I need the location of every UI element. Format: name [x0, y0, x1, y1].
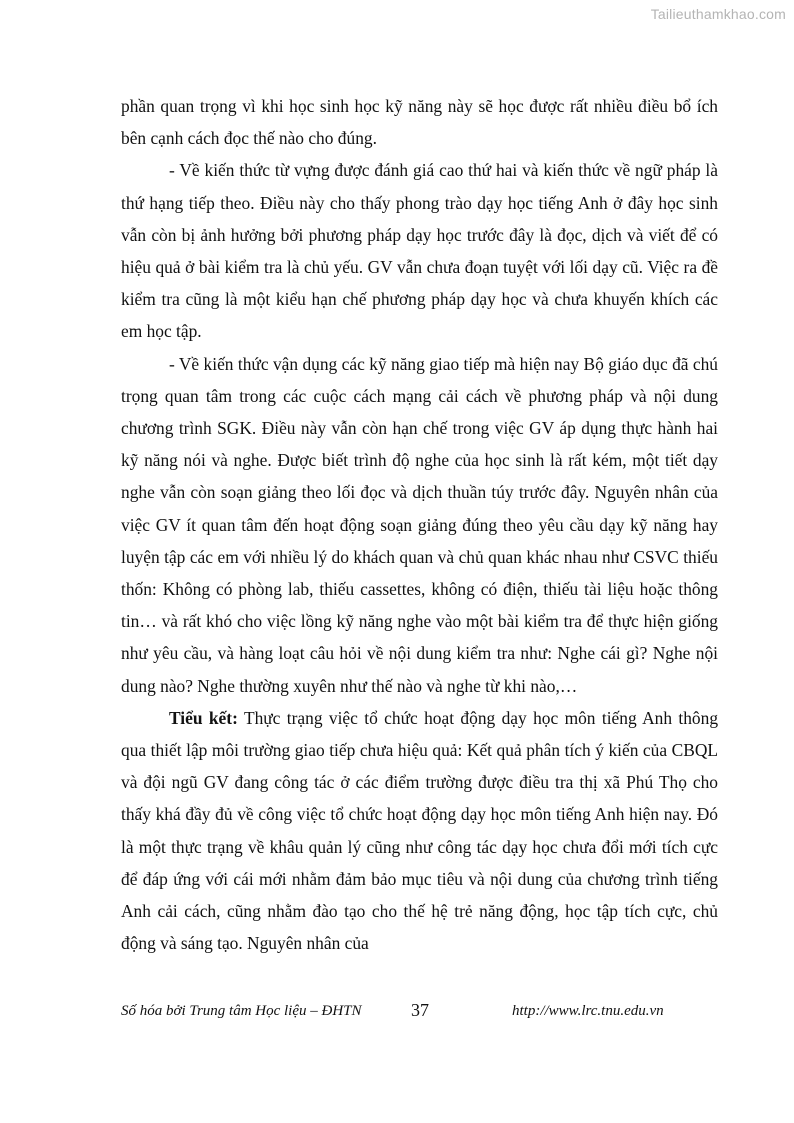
- watermark: Tailieuthamkhao.com: [650, 6, 786, 22]
- paragraph-continuation: phần quan trọng vì khi học sinh học kỹ năng này sẽ học được rất nhiều điều bổ ích bên cạnh cách đọc thế nào cho đúng.: [121, 96, 718, 149]
- page-footer: [0, 1000, 794, 1029]
- footer-digitized-by: Số hóa bởi Trung tâm Học liệu – ĐHTN: [121, 1003, 362, 1019]
- summary-label: Tiểu kết:: [169, 707, 238, 728]
- paragraph-vocabulary-grammar: - Về kiến thức từ vựng được đánh giá cao thứ hai và kiến thức về ngữ pháp là thứ hạng tiếp theo. Điều này cho thấy phong trào dạy học tiếng Anh ở đây học sinh vẫn còn bị ảnh hưởng bởi phương pháp dạy học trước đây là đọc, dịch và viết để có hiệu quả ở bài kiểm tra là chủ yếu. GV vẫn chưa đoạn tuyệt với lối dạy cũ. Việc ra đề kiểm tra cũng là một kiểu hạn chế phương pháp dạy học và chưa khuyến khích các em học tập.: [121, 160, 718, 342]
- summary-text: Thực trạng việc tổ chức hoạt động dạy học môn tiếng Anh thông qua thiết lập môi trường giao tiếp chưa hiệu quả: Kết quả phân tích ý kiến của CBQL và đội ngũ GV đang công tác ở các điểm trường được điều tra thị xã Phú Thọ cho thấy khá đầy đủ về công việc tổ chức hoạt động dạy học môn tiếng Anh hiện nay. Đó là một thực trạng về khâu quản lý cũng như công tác dạy học chưa đổi mới tích cực để đáp ứng với cái mới nhằm đảm bảo mục tiêu và nội dung của chương trình tiếng Anh cải cách, cũng nhằm đào tạo cho thế hệ trẻ năng động, học tập tích cực, chủ động và sáng tạo. Nguyên nhân của: [121, 707, 719, 954]
- document-body: [121, 90, 718, 959]
- paragraph-communication-skills: - Về kiến thức vận dụng các kỹ năng giao tiếp mà hiện nay Bộ giáo dục đã chú trọng quan tâm trong các cuộc cách mạng cải cách về phương pháp và nội dung chương trình SGK. Điều này vẫn còn hạn chế trong việc GV áp dụng thực hành hai kỹ năng nói và nghe. Được biết trình độ nghe của học sinh là rất kém, một tiết dạy nghe vẫn còn soạn giảng theo lối đọc và dịch thuần túy trước đây. Nguyên nhân của việc GV ít quan tâm đến hoạt động soạn giảng đúng theo yêu cầu dạy kỹ năng hay luyện tập các em với nhiều lý do khách quan và chủ quan khác nhau như CSVC thiếu thốn: Không có phòng lab, thiếu cassettes, không có điện, thiếu tài liệu hoặc thông tin… và rất khó cho việc lồng kỹ năng nghe vào một bài kiểm tra để thực hiện giống như yêu cầu, và hàng loạt câu hỏi về nội dung kiểm tra như: Nghe cái gì? Nghe nội dung nào? Nghe thường xuyên như thế nào và nghe từ khi nào,…: [121, 353, 718, 696]
- footer-url[interactable]: http://www.lrc.tnu.edu.vn: [512, 1003, 664, 1019]
- page-number: 37: [411, 1000, 429, 1020]
- paragraph-summary: [121, 702, 718, 960]
